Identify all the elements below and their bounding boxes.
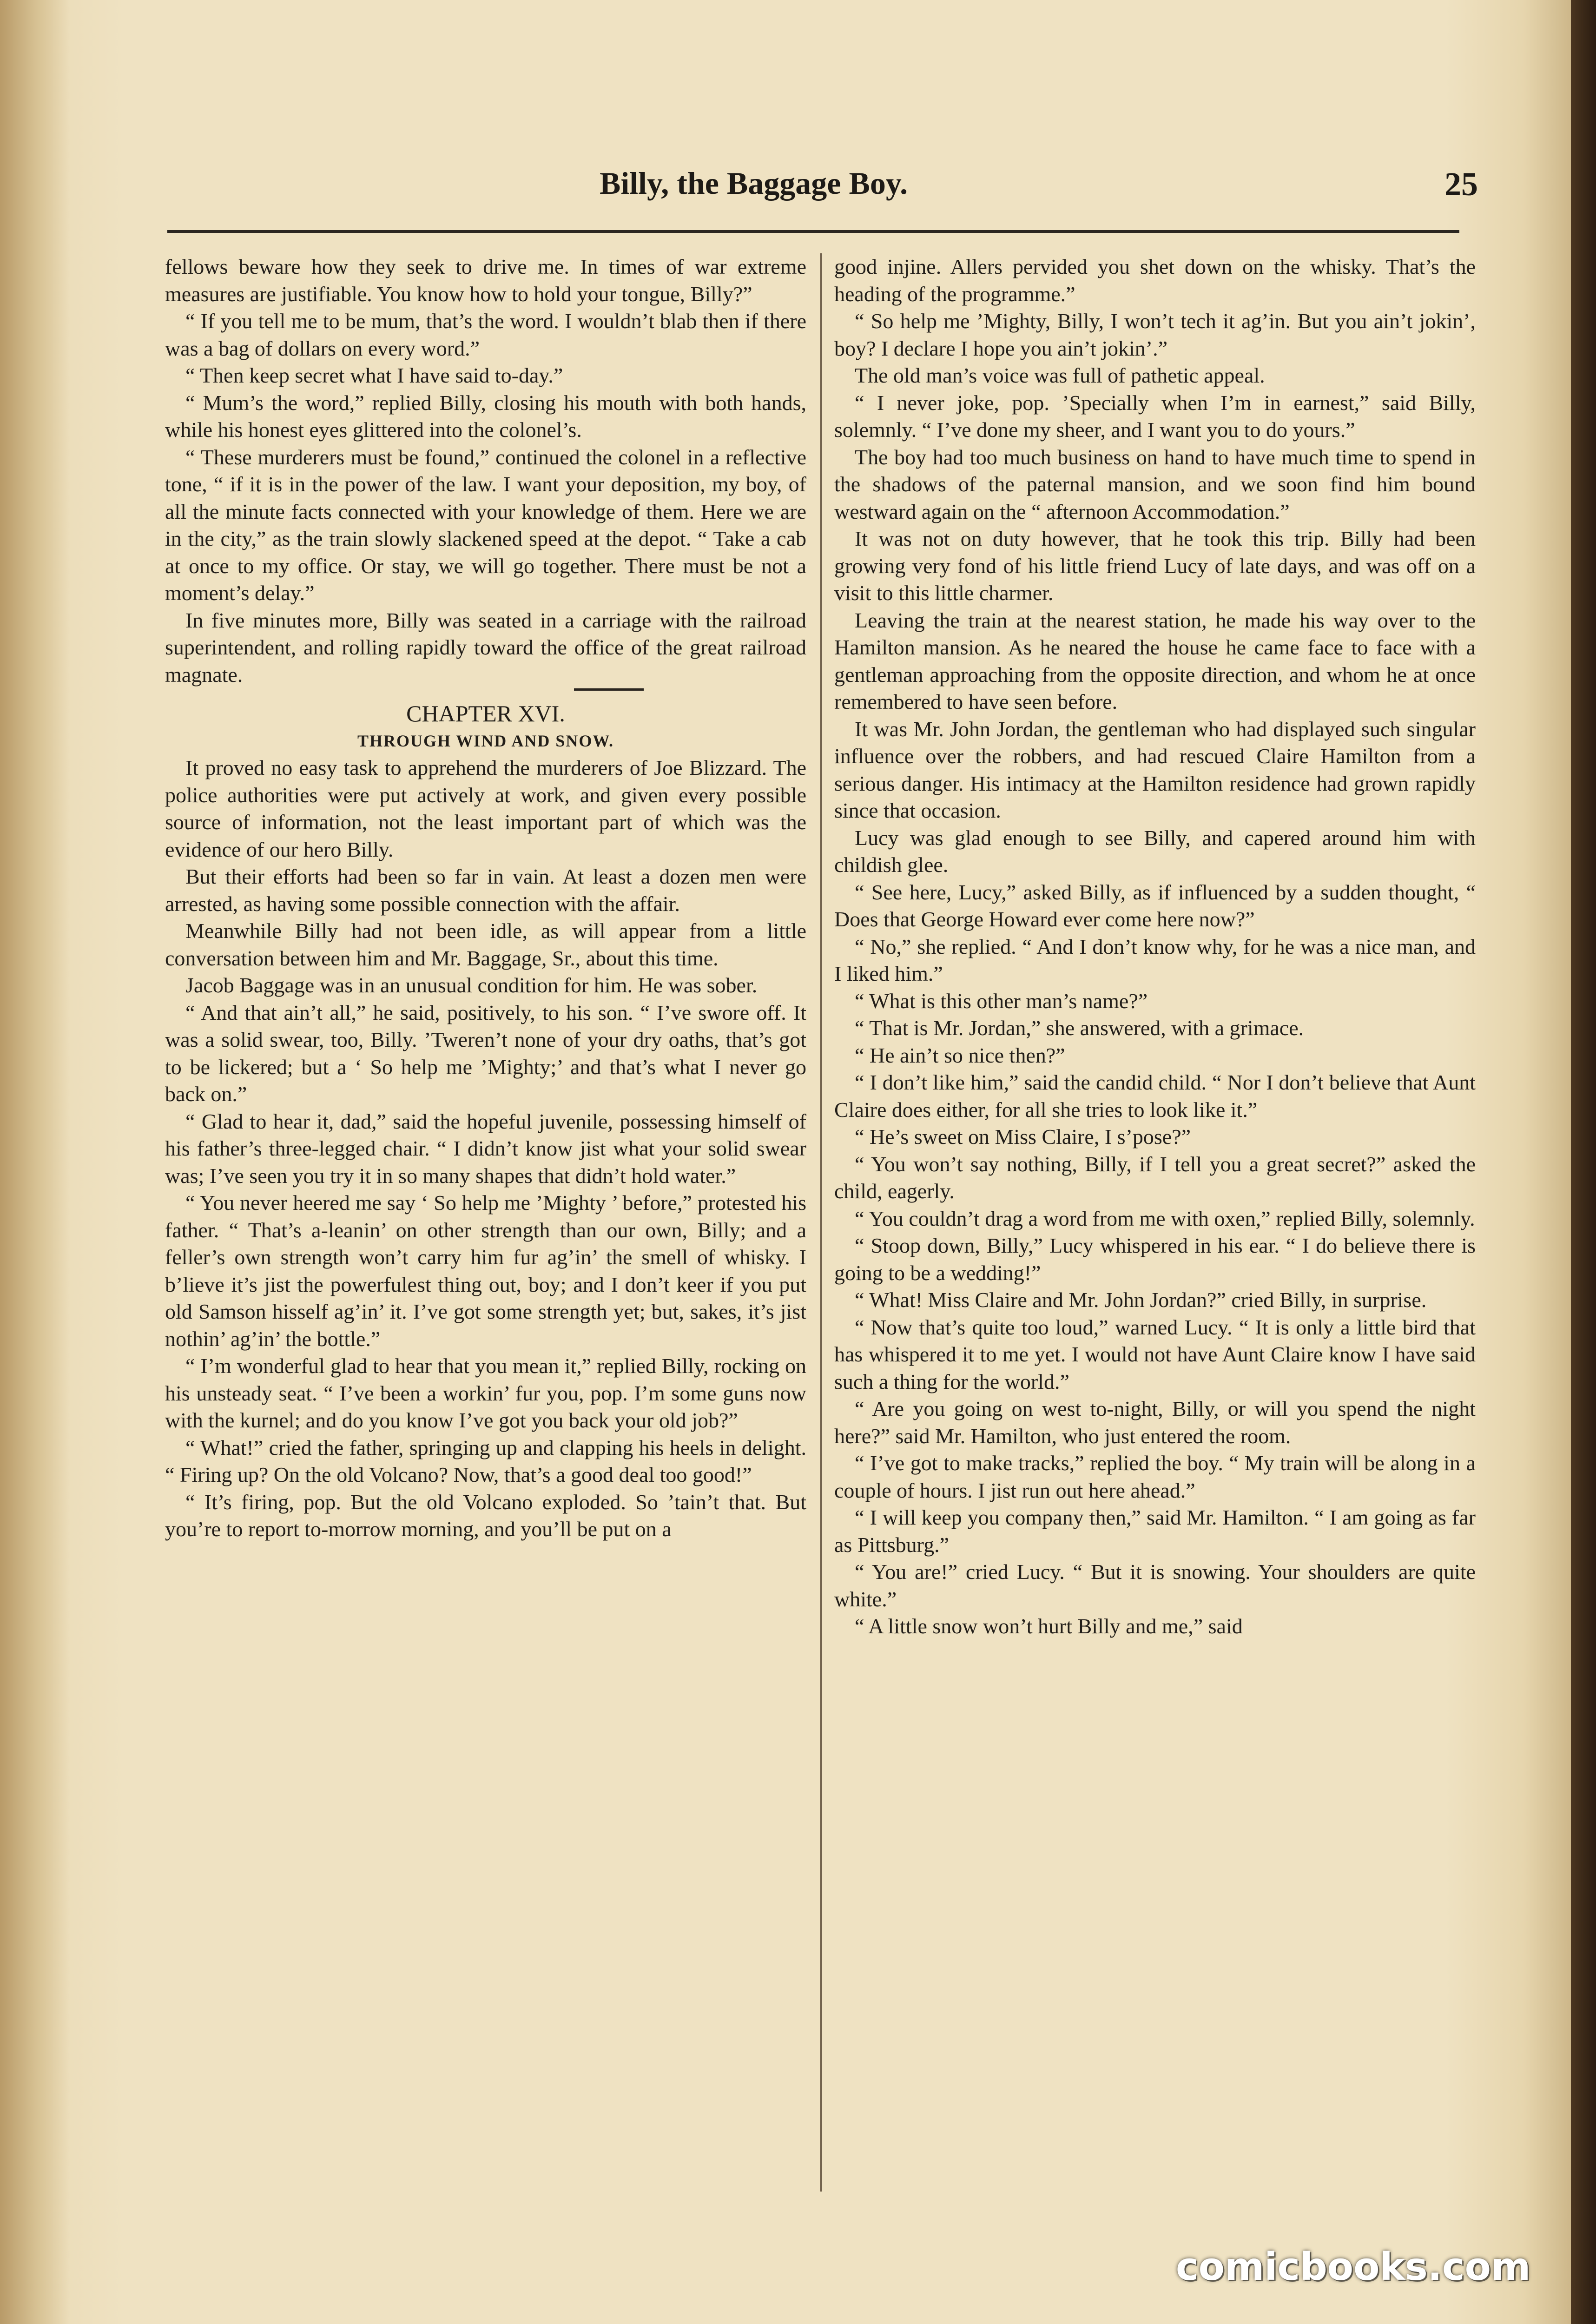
paragraph: “ What! Miss Claire and Mr. John Jordan?” cried Billy, in surprise. bbox=[855, 1288, 1427, 1312]
left-column bbox=[165, 253, 806, 1543]
paragraph: “ What is this other man’s name?” bbox=[855, 989, 1148, 1013]
paragraph: But their efforts had been so far in vain. At least a dozen men were arrested, as having some possible connection with the affair. bbox=[165, 865, 806, 916]
paragraph: “ It’s firing, pop. But the old Volcano exploded. So ’tain’t that. But you’re to report to-morrow morning, and you’ll be put on a bbox=[165, 1490, 806, 1541]
paragraph: In five minutes more, Billy was seated in a carriage with the railroad superintendent, and rolling rapidly toward the office of the great railroad magnate. bbox=[165, 608, 806, 687]
paragraph: “ What!” cried the father, springing up and clapping his heels in delight. “ Firing up? On the old Volcano? Now, that’s a good deal too good!” bbox=[165, 1435, 806, 1486]
paragraph: “ He ain’t so nice then?” bbox=[855, 1043, 1065, 1067]
paragraph: Leaving the train at the nearest station, he made his way over to the Hamilton mansion. As he neared the house he came face to face with a gentleman approaching from the opposite direction, and whom he at once remembered to have seen before. bbox=[834, 608, 1476, 713]
paragraph: “ You never heered me say ‘ So help me ’Mighty ’ before,” protested his father. “ That’s a-leanin’ on other strength than our own, Billy; and a feller’s own strength won’t carry him fur ag’in’ the smell of whisky. I b’lieve it’s jist the powerfulest thing out, boy; and I don’t keer if you put old Samson hisself ag’in’ it. I’ve got some strength yet; but, sakes, it’s jist nothin’ ag’in’ the bottle.” bbox=[165, 1191, 806, 1351]
paragraph: good injine. Allers pervided you shet down on the whisky. That’s the heading of the programme.” bbox=[834, 255, 1476, 306]
paragraph: “ So help me ’Mighty, Billy, I won’t tech it ag’in. But you ain’t jokin’, boy? I declare I hope you ain’t jokin’.” bbox=[834, 309, 1476, 360]
column-divider bbox=[820, 253, 822, 2192]
paragraph: “ A little snow won’t hurt Billy and me,” said bbox=[855, 1614, 1243, 1638]
paragraph: “ He’s sweet on Miss Claire, I s’pose?” bbox=[855, 1125, 1191, 1149]
paragraph: The old man’s voice was full of pathetic appeal. bbox=[855, 363, 1265, 387]
paragraph: “ You are!” cried Lucy. “ But it is snowing. Your shoulders are quite white.” bbox=[834, 1560, 1476, 1611]
paragraph: “ These murderers must be found,” continued the colonel in a reflective tone, “ if it is in the power of the law. I want your deposition, my boy, of all the minute facts connected with your knowledge of them. Here we are in the city,” as the train slowly slackened speed at the depot. “ Take a cab at once to my office. Or stay, we will go together. There must be not a moment’s delay.” bbox=[165, 445, 806, 605]
paragraph: “ Glad to hear it, dad,” said the hopeful juvenile, possessing himself of his father’s three-legged chair. “ I didn’t know jist what your solid swear was; I’ve seen you try it in so many shapes that didn’t hold water.” bbox=[165, 1109, 806, 1188]
paragraph: “ I’ve got to make tracks,” replied the boy. “ My train will be along in a couple of hours. I jist run out here ahead.” bbox=[834, 1451, 1476, 1502]
paragraph: fellows beware how they seek to drive me. In times of war extreme measures are justifiable. You know how to hold your tongue, Billy?” bbox=[165, 255, 806, 306]
paragraph: “ And that ain’t all,” he said, positively, to his son. “ I’ve swore off. It was a solid swear, too, Billy. ’Tweren’t none of your dry oaths, that’s got to be lickered; but a ‘ So help me ’Mighty;’ and that’s what I never go back on.” bbox=[165, 1000, 806, 1106]
book-edge bbox=[1571, 0, 1596, 2324]
paragraph: It was Mr. John Jordan, the gentleman who had displayed such singular influence over the robbers, and had rescued Claire Hamilton from a serious danger. His intimacy at the Hamilton residence had grown rapidly since that occasion. bbox=[834, 717, 1476, 822]
page-gutter bbox=[0, 0, 70, 2324]
paragraph: It proved no easy task to apprehend the murderers of Joe Blizzard. The police authorities were put actively at work, and given every possible source of information, not the least important part of which was the evidence of our hero Billy. bbox=[165, 756, 806, 861]
page-header bbox=[167, 165, 1478, 221]
paragraph: “ I never joke, pop. ’Specially when I’m in earnest,” said Billy, solemnly. “ I’ve done my sheer, and I want you to do yours.” bbox=[834, 390, 1476, 442]
paragraph: The boy had too much business on hand to have much time to spend in the shadows of the paternal mansion, and we soon find him bound westward again on the “ afternoon Accommodation.” bbox=[834, 445, 1476, 523]
paragraph: “ Are you going on west to-night, Billy, or will you spend the night here?” said Mr. Hamilton, who just entered the room. bbox=[834, 1397, 1476, 1448]
paragraph: “ Mum’s the word,” replied Billy, closing his mouth with both hands, while his honest eyes glittered into the colonel’s. bbox=[165, 390, 806, 442]
page-number: 25 bbox=[1444, 165, 1478, 203]
paragraph: “ Stoop down, Billy,” Lucy whispered in his ear. “ I do believe there is going to be a wedding!” bbox=[834, 1234, 1476, 1285]
chapter-title: CHAPTER XVI. bbox=[406, 700, 565, 726]
paragraph: “ I will keep you company then,” said Mr. Hamilton. “ I am going as far as Pittsburg.” bbox=[834, 1505, 1476, 1557]
paragraph: It was not on duty however, that he took this trip. Billy had been growing very fond of his little friend Lucy of late days, and was off on a visit to this little charmer. bbox=[834, 527, 1476, 605]
paragraph: “ Then keep secret what I have said to-day.” bbox=[185, 363, 563, 387]
paragraph: “ See here, Lucy,” asked Billy, as if influenced by a sudden thought, “ Does that George Howard ever come here now?” bbox=[834, 880, 1476, 931]
paragraph: “ No,” she replied. “ And I don’t know why, for he was a nice man, and I liked him.” bbox=[834, 934, 1476, 985]
running-title: Billy, the Baggage Boy. bbox=[600, 165, 908, 201]
header-rule bbox=[167, 230, 1459, 233]
watermark: comicbooks.com bbox=[1176, 2245, 1531, 2289]
paragraph: Jacob Baggage was in an unusual condition for him. He was sober. bbox=[185, 973, 758, 997]
paragraph: “ I don’t like him,” said the candid child. “ Nor I don’t believe that Aunt Claire does either, for all she tries to look like it.” bbox=[834, 1070, 1476, 1122]
paragraph: “ Now that’s quite too loud,” warned Lucy. “ It is only a little bird that has whispered it to me yet. I would not have Aunt Claire know I have said such a thing for the world.” bbox=[834, 1315, 1476, 1393]
paragraph: Lucy was glad enough to see Billy, and capered around him with childish glee. bbox=[834, 825, 1476, 877]
right-column bbox=[834, 253, 1476, 1640]
section-rule bbox=[574, 688, 644, 691]
chapter-subtitle: THROUGH WIND AND SNOW. bbox=[357, 731, 614, 750]
paragraph: “ You won’t say nothing, Billy, if I tell you a great secret?” asked the child, eagerly. bbox=[834, 1152, 1476, 1203]
paragraph: “ You couldn’t drag a word from me with oxen,” replied Billy, solemnly. bbox=[855, 1206, 1475, 1230]
paragraph: “ If you tell me to be mum, that’s the word. I wouldn’t blab then if there was a bag of dollars on every word.” bbox=[165, 309, 806, 360]
paragraph: “ I’m wonderful glad to hear that you mean it,” replied Billy, rocking on his unsteady seat. “ I’ve been a workin’ fur you, pop. I’m some guns now with the kurnel; and do you know I’ve got you back your old job?” bbox=[165, 1354, 806, 1432]
paragraph: “ That is Mr. Jordan,” she answered, with a grimace. bbox=[855, 1016, 1304, 1040]
paragraph: Meanwhile Billy had not been idle, as will appear from a little conversation between him and Mr. Baggage, Sr., about this time. bbox=[165, 919, 806, 970]
